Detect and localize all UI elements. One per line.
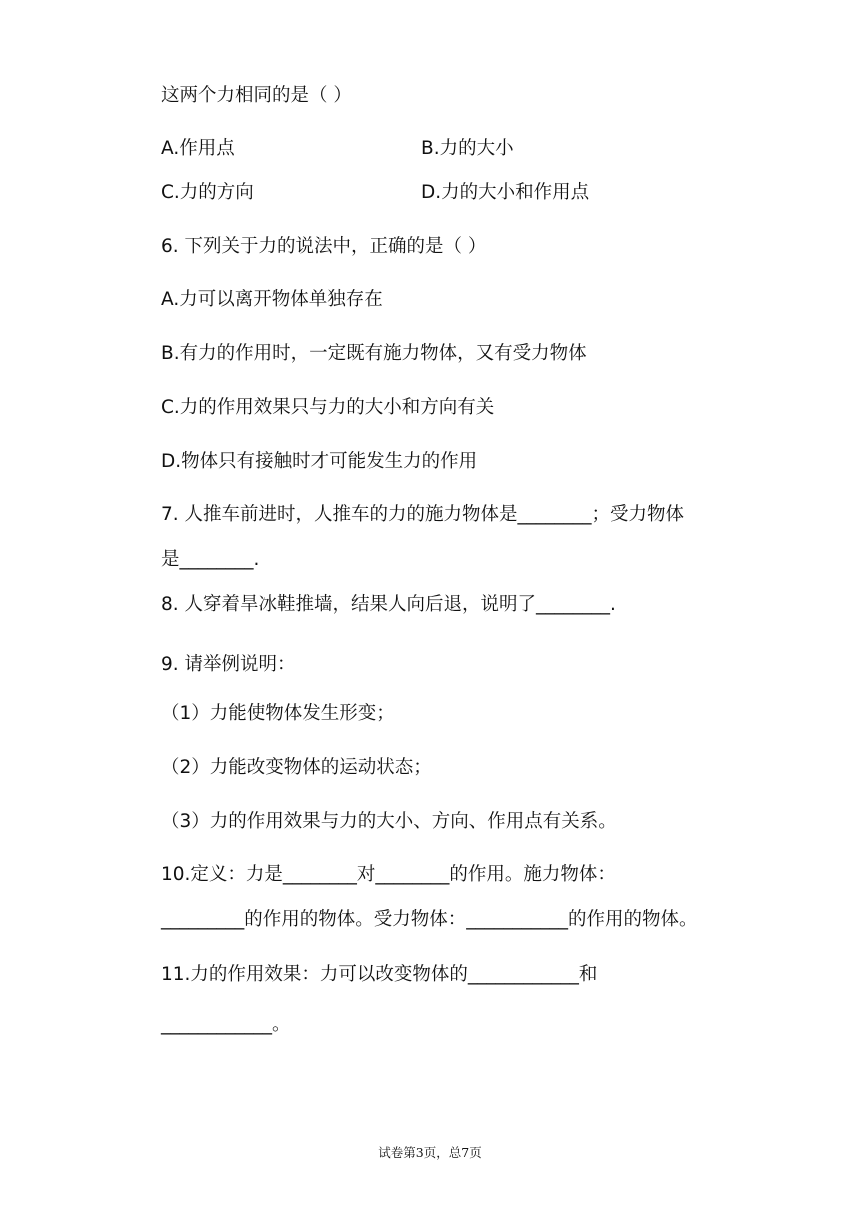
q9-item-1: （1）力能使物体发生形变； bbox=[161, 703, 395, 724]
q5-option-c: C.力的方向 bbox=[161, 182, 254, 203]
q6-option-d: D.物体只有接触时才可能发生力的作用 bbox=[161, 451, 478, 472]
q5-option-a: A.作用点 bbox=[161, 138, 235, 159]
q5-option-b: B.力的大小 bbox=[421, 138, 514, 159]
q9-item-2: （2）力能改变物体的运动状态； bbox=[161, 757, 432, 778]
q6-stem: 6. 下列关于力的说法中，正确的是（ ） bbox=[161, 236, 487, 257]
q6-option-a: A.力可以离开物体单独存在 bbox=[161, 289, 383, 310]
q10-line-1: 10.定义：力是________对________的作用。施力物体： bbox=[161, 864, 616, 885]
q6-option-b: B.有力的作用时，一定既有施力物体，又有受力物体 bbox=[161, 343, 587, 364]
q6-option-c: C.力的作用效果只与力的大小和方向有关 bbox=[161, 397, 495, 418]
q11-line-1: 11.力的作用效果：力可以改变物体的____________和 bbox=[161, 964, 598, 985]
q7-line-1: 7. 人推车前进时，人推车的力的施力物体是________；受力物体 bbox=[161, 504, 685, 525]
q11-line-2: ____________。 bbox=[161, 1014, 291, 1035]
q5-tail: 这两个力相同的是（ ） bbox=[161, 85, 352, 106]
q9-item-3: （3）力的作用效果与力的大小、方向、作用点有关系。 bbox=[161, 811, 617, 832]
q10-line-2: _________的作用的物体。受力物体：___________的作用的物体。 bbox=[161, 909, 698, 930]
page-footer: 试卷第3页，总7页 bbox=[378, 1145, 482, 1160]
q9-stem: 9. 请举例说明： bbox=[161, 654, 296, 675]
q5-option-d: D.力的大小和作用点 bbox=[421, 182, 590, 203]
q7-line-2: 是________. bbox=[161, 549, 260, 570]
q8-text: 8. 人穿着旱冰鞋推墙，结果人向后退，说明了________. bbox=[161, 594, 616, 615]
